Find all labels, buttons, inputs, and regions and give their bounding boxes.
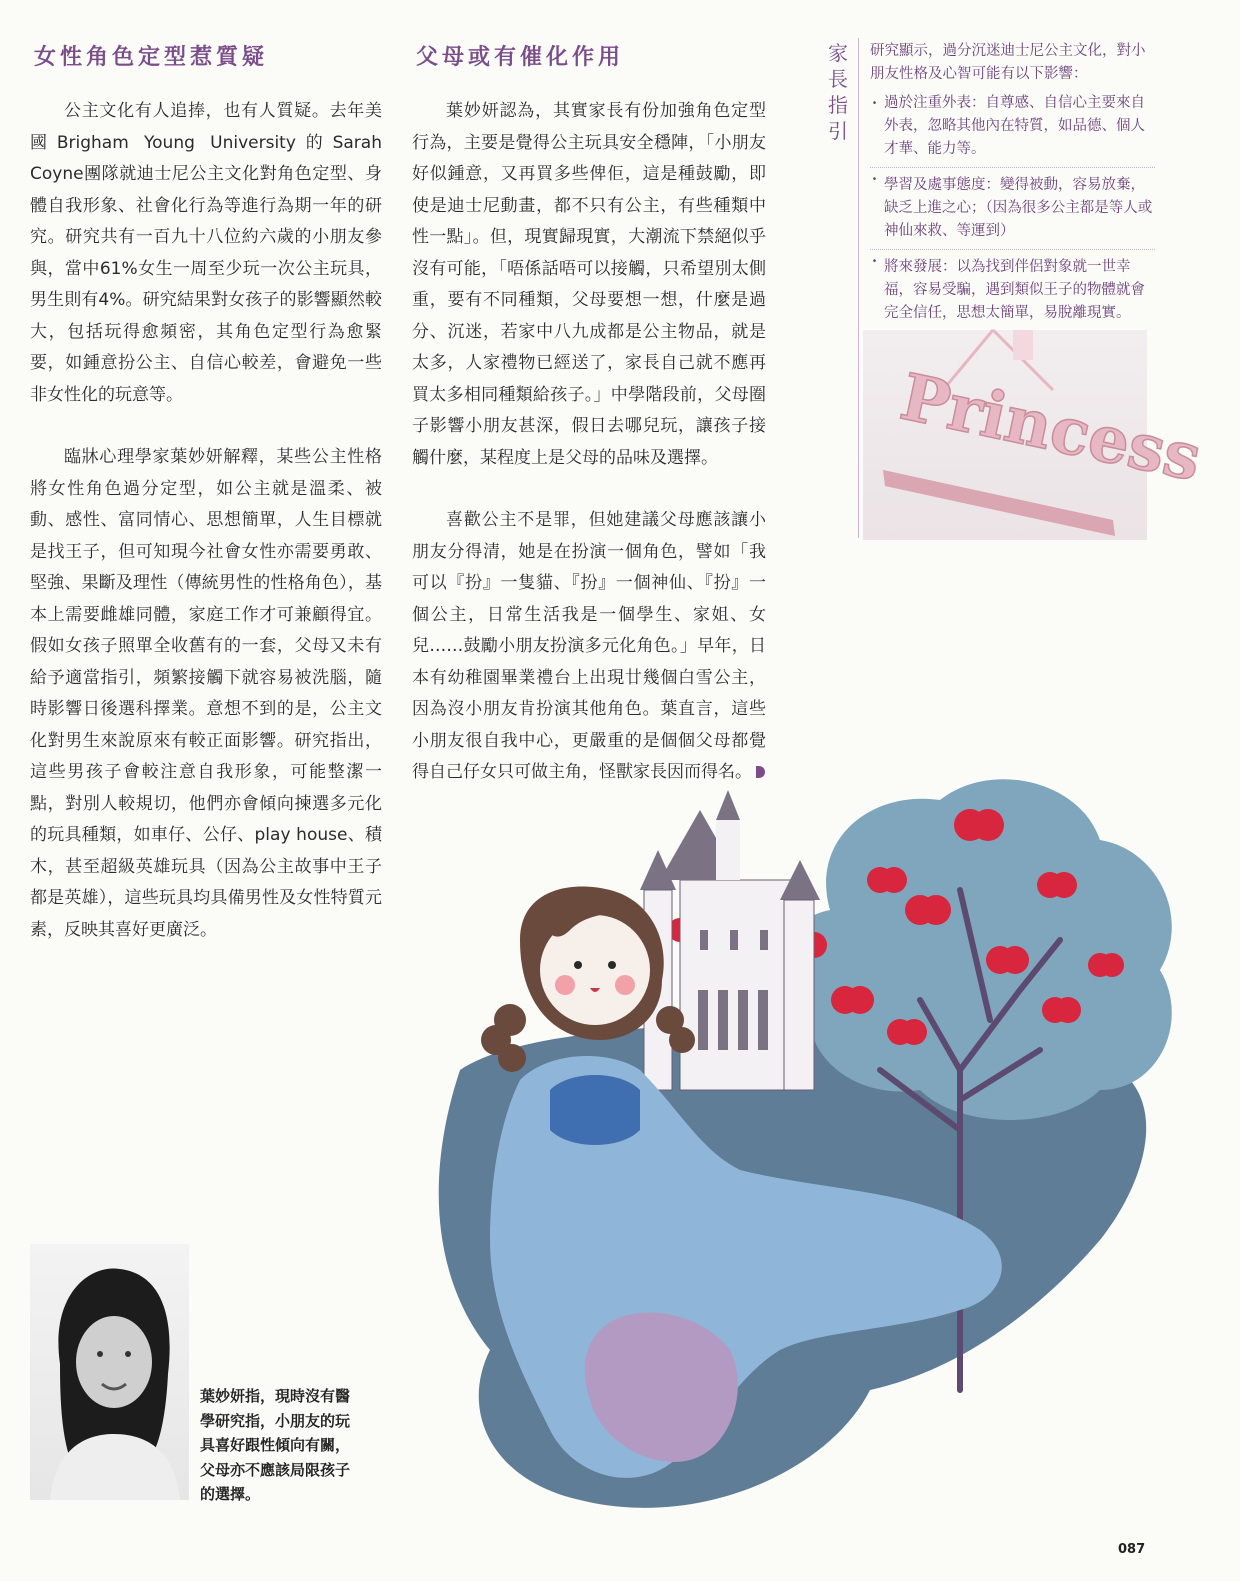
princess-illustration [400,770,1190,1530]
sidebar-list [870,92,1155,325]
middle-heading: 父母或有催化作用 [416,44,625,70]
sidebar-intro: 研究顯示，過分沉迷迪士尼公主文化，對小朋友性格及心智可能有以下影響： [870,43,1146,82]
middle-paragraph-2-text: 喜歡公主不是罪，但她建議父母應該讓小朋友分得清，她是在扮演一個角色，譬如「我可以『扮』一隻貓、『扮』一個神仙、『扮』一個公主，日常生活我是一個學生、家姐、女兒……鼓勵小朋友扮演多元化角色。」早年，日本有幼稚園畢業禮台上出現廿幾個白雪公主，因為沒小朋友肯扮演其他角色。葉直言，這些小朋友很自我中心，更嚴重的是個個父母都覺得自己仔女只可做主角，怪獸家長因而得名。 [412,510,766,782]
middle-column-body [412,96,766,789]
sidebar-item: · 將來發展：以為找到伴侶對象就一世幸福，容易受騙，遇到類似王子的物體就會完全信任，思想太簡單，易脫離現實。 [870,249,1155,325]
middle-paragraph-1: 葉妙妍認為，其實家長有份加強角色定型行為，主要是覺得公主玩具安全穩陣，「小朋友好似鍾意，又再買多些俾佢，這是種鼓勵，即使是迪士尼動畫，都不只有公主，有些種類中性一點」。但，現實歸現實，大潮流下禁絕似乎沒有可能，「唔係話唔可以接觸，只希望別太側重，要有不同種類，父母要想一想，什麼是過分、沉迷，若家中八九成都是公主物品，就是太多，人家禮物已經送了，家長自己就不應再買太多相同種類給孩子。」中學階段前，父母圈子影響小朋友甚深，假日去哪兒玩，讓孩子接觸什麼，某程度上是父母的品味及選擇。 [412,101,766,468]
princess-sign-text: Princess [894,359,1208,497]
princess-sign-photo [863,330,1208,540]
princess-sign-image [863,330,1208,540]
woman-portrait-image [30,1244,189,1500]
left-heading: 女性角色定型惹質疑 [34,44,269,70]
sidebar-box [870,40,1155,331]
portrait-photo [30,1244,189,1500]
page-number: 087 [1118,1542,1146,1557]
sidebar-label: 家長指引 [828,41,848,143]
portrait-caption: 葉妙妍指，現時沒有醫學研究指，小朋友的玩具喜好跟性傾向有關，父母亦不應該局限孩子的選擇。 [200,1387,351,1503]
left-column-body [30,96,382,946]
princess-bodice [550,1075,640,1145]
sidebar-divider [858,38,859,538]
castle [640,790,820,1090]
middle-paragraph-2 [412,505,766,789]
sidebar-item: · 過於注重外表：自尊感、自信心主要來自外表，忽略其他內在特質，如品德、個人才華、能力等。 [870,92,1155,161]
left-paragraph-1: 公主文化有人追捧，也有人質疑。去年美國Brigham Young University的Sarah Coyne團隊就迪士尼公主文化對角色定型、身體自我形象、社會化行為等進行為期一年的研究。研究共有一百九十八位約六歲的小朋友參與，當中61%女生一周至少玩一次公主玩具，男生則有4%。研究結果對女孩子的影響顯然較大，包括玩得愈頻密，其角色定型行為愈緊要，如鍾意扮公主、自信心較差，會避免一些非女性化的玩意等。 [30,101,382,405]
left-paragraph-2: 臨牀心理學家葉妙妍解釋，某些公主性格將女性角色過分定型，如公主就是溫柔、被動、感性、富同情心、思想簡單，人生目標就是找王子，但可知現今社會女性亦需要勇敢、堅強、果斷及理性（傳統男性的性格角色），基本上需要雌雄同體，家庭工作才可兼顧得宜。假如女孩子照單全收舊有的一套，父母又未有給予適當指引，頻繁接觸下就容易被洗腦，隨時影響日後選科擇業。意想不到的是，公主文化對男生來說原來有較正面影響。研究指出，這些男孩子會較注意自我形象，可能整潔一點，對別人較規切，他們亦會傾向揀選多元化的玩具種類，如車仔、公仔、play house、積木，甚至超級英雄玩具（因為公主故事中王子都是英雄），這些玩具均具備男性及女性特質元素，反映其喜好更廣泛。 [30,447,382,940]
sidebar-item: · 學習及處事態度：變得被動，容易放棄，缺乏上進之心；（因為很多公主都是等人或神仙來救、等運到） [870,167,1155,243]
